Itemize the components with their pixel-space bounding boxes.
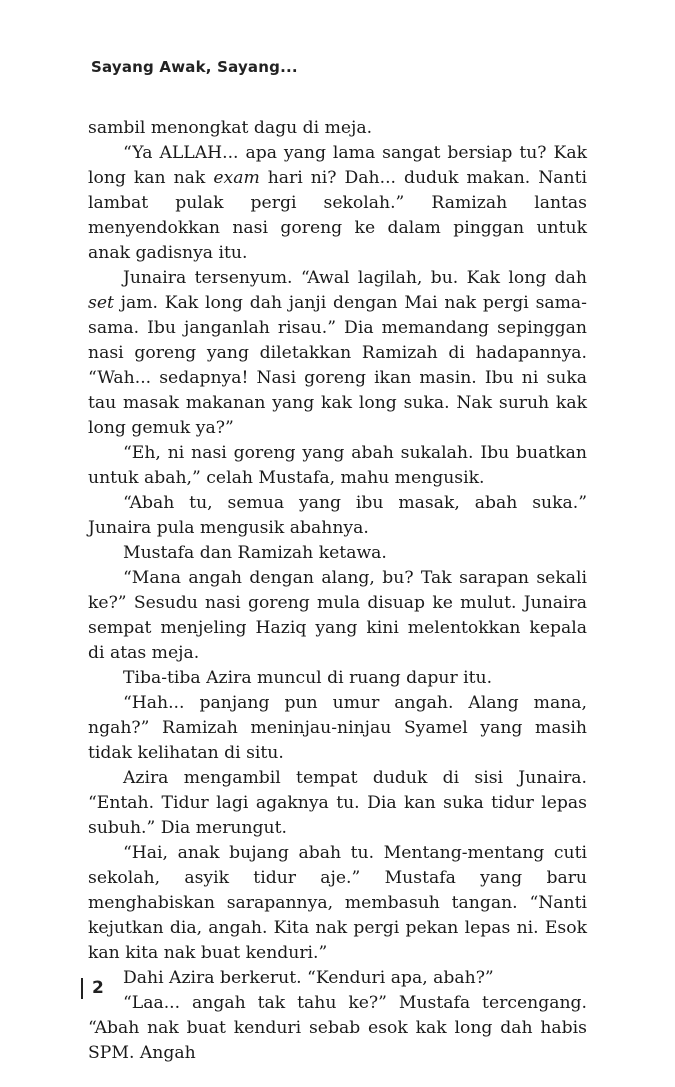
paragraph: Junaira tersenyum. “Awal lagilah, bu. Kak long dah set jam. Kak long dah janji dengan Mai nak pergi sama-sama. Ibu janganlah risau.” Dia memandang sepinggan nasi goreng yang diletakkan Ramizah di hadapannya. “Wah... sedapnya! Nasi goreng ikan masin. Ibu ni suka tau masak makanan yang kak long suka. Nak suruh kak long gemuk ya?” — [88, 268, 587, 438]
paragraph: “Ya ALLAH... apa yang lama sangat bersiap tu? Kak long kan nak exam hari ni? Dah... duduk makan. Nanti lambat pulak pergi sekolah.” Ramizah lantas menyendokkan nasi goreng ke dalam pinggan untuk anak gadisnya itu. — [88, 143, 587, 263]
paragraph: Mustafa dan Ramizah ketawa. — [123, 543, 387, 563]
page-footer — [81, 976, 104, 1000]
body-text — [88, 116, 587, 1066]
paragraph: Dahi Azira berkerut. “Kenduri apa, abah?” — [123, 968, 494, 988]
italic-term: set — [88, 293, 114, 313]
page-number: 2 — [92, 978, 104, 998]
paragraph: Tiba-tiba Azira muncul di ruang dapur itu. — [123, 668, 493, 688]
running-header: Sayang Awak, Sayang... — [91, 58, 298, 76]
italic-term: exam — [213, 168, 260, 188]
paragraph: Azira mengambil tempat duduk di sisi Junaira. “Entah. Tidur lagi agaknya tu. Dia kan suka tidur lepas subuh.” Dia merungut. — [88, 768, 587, 838]
paragraph: “Hai, anak bujang abah tu. Mentang-mentang cuti sekolah, asyik tidur aje.” Mustafa yang baru menghabiskan sarapannya, membasuh tangan. “Nanti kejutkan dia, angah. Kita nak pergi pekan lepas ni. Esok kan kita nak buat kenduri.” — [88, 843, 587, 963]
paragraph: “Hah... panjang pun umur angah. Alang mana, ngah?” Ramizah meninjau-ninjau Syamel yang masih tidak kelihatan di situ. — [88, 693, 587, 763]
paragraph: “Abah tu, semua yang ibu masak, abah suka.” Junaira pula mengusik abahnya. — [88, 493, 587, 538]
paragraph: sambil menongkat dagu di meja. — [88, 118, 373, 138]
paragraph: “Eh, ni nasi goreng yang abah sukalah. Ibu buatkan untuk abah,” celah Mustafa, mahu mengusik. — [88, 443, 587, 488]
footer-divider — [81, 978, 83, 999]
paragraph: “Mana angah dengan alang, bu? Tak sarapan sekali ke?” Sesudu nasi goreng mula disuap ke mulut. Junaira sempat menjeling Haziq yang kini melentokkan kepala di atas meja. — [88, 568, 587, 663]
paragraph: “Laa... angah tak tahu ke?” Mustafa tercengang. “Abah nak buat kenduri sebab esok kak long dah habis SPM. Angah — [88, 993, 587, 1063]
